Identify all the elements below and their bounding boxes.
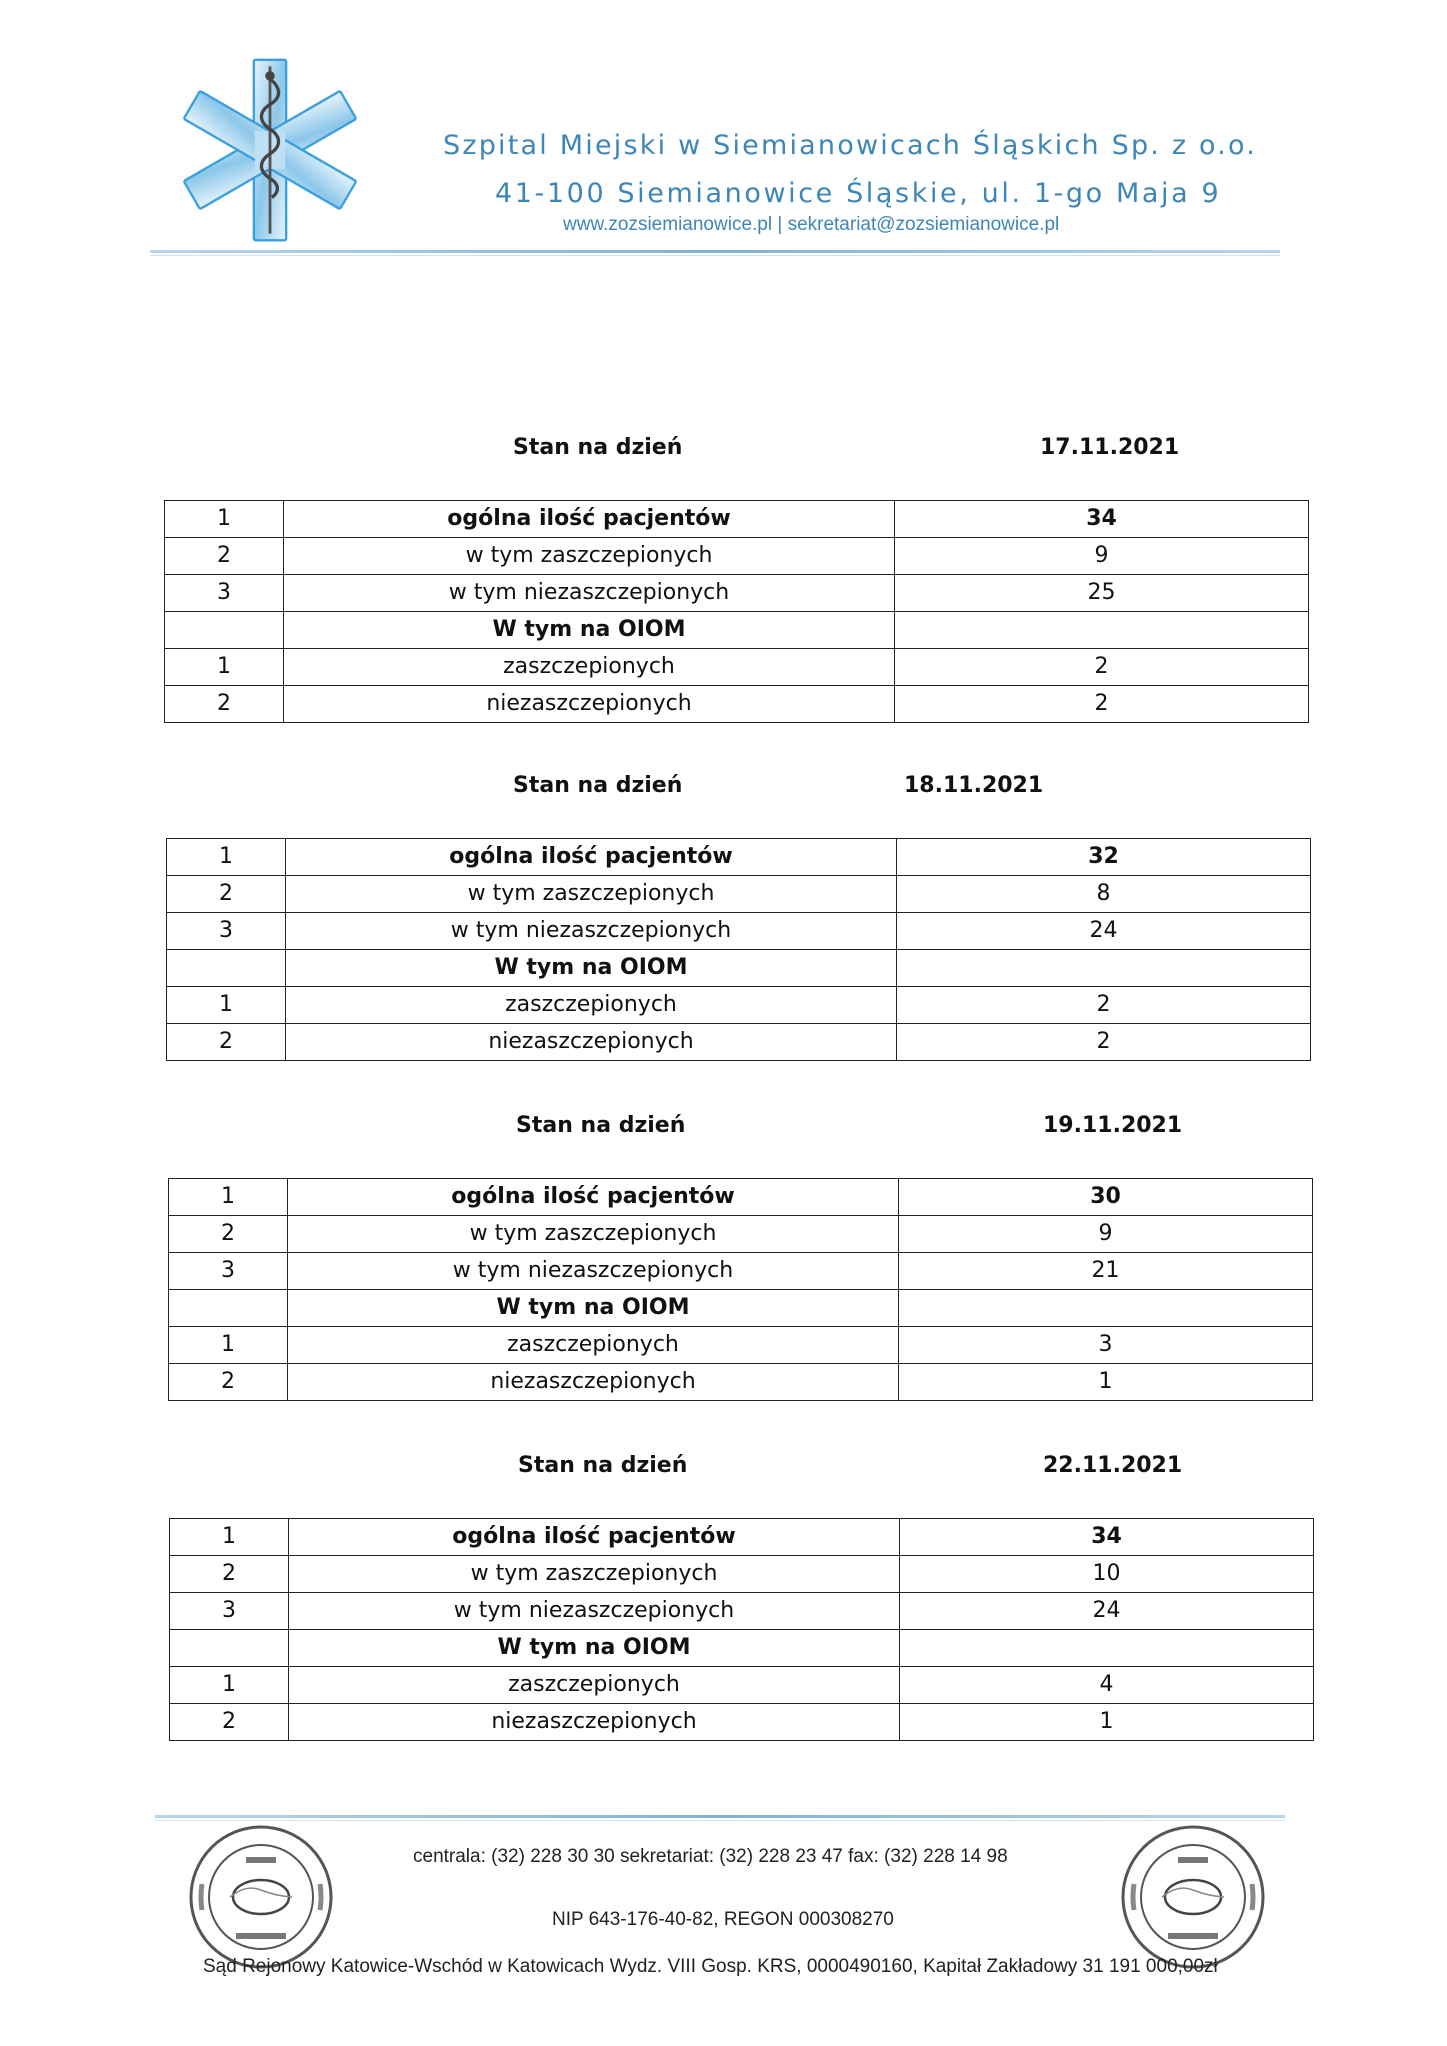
table-row xyxy=(169,1364,1313,1401)
table-row xyxy=(165,538,1309,575)
row-label: W tym na OIOM xyxy=(288,1290,899,1327)
stan-label: Stan na dzień xyxy=(513,435,683,460)
stan-label: Stan na dzień xyxy=(518,1453,688,1478)
stan-date: 18.11.2021 xyxy=(904,773,1044,798)
table-row xyxy=(165,686,1309,723)
row-value: 1 xyxy=(900,1704,1314,1741)
iso-certification-seal-icon xyxy=(188,1824,334,1970)
row-value: 24 xyxy=(897,913,1311,950)
header-divider-thin xyxy=(150,255,1280,256)
row-label: w tym niezaszczepionych xyxy=(286,913,897,950)
table-row xyxy=(167,876,1311,913)
row-number: 1 xyxy=(165,501,284,538)
stan-date: 19.11.2021 xyxy=(1043,1113,1183,1138)
table-row-subheader xyxy=(167,950,1311,987)
table-row xyxy=(169,1253,1313,1290)
hospital-name: Szpital Miejski w Siemianowicach Śląskich Sp. z o.o. xyxy=(443,130,1258,161)
row-value xyxy=(899,1290,1313,1327)
footer-phones: centrala: (32) 228 30 30 sekretariat: (32) 228 23 47 fax: (32) 228 14 98 xyxy=(413,1846,1008,1867)
row-label: niezaszczepionych xyxy=(288,1364,899,1401)
row-value xyxy=(900,1630,1314,1667)
row-value: 9 xyxy=(899,1216,1313,1253)
table-row xyxy=(170,1519,1314,1556)
row-value: 2 xyxy=(895,649,1309,686)
row-number: 3 xyxy=(165,575,284,612)
footer-divider-thin xyxy=(155,1820,1285,1821)
iso-certification-seal-icon xyxy=(1120,1824,1266,1970)
status-section-4 xyxy=(0,1453,1447,1773)
row-value: 9 xyxy=(895,538,1309,575)
row-number: 1 xyxy=(169,1179,288,1216)
stan-label: Stan na dzień xyxy=(513,773,683,798)
footer-divider xyxy=(155,1815,1285,1818)
table-row xyxy=(167,987,1311,1024)
table-row-subheader xyxy=(170,1630,1314,1667)
row-label: niezaszczepionych xyxy=(284,686,895,723)
row-value: 3 xyxy=(899,1327,1313,1364)
table-row-subheader xyxy=(169,1290,1313,1327)
table-row-subheader xyxy=(165,612,1309,649)
row-number: 3 xyxy=(167,913,286,950)
row-label: w tym zaszczepionych xyxy=(284,538,895,575)
table-row xyxy=(170,1704,1314,1741)
row-value: 1 xyxy=(899,1364,1313,1401)
row-number: 2 xyxy=(167,1024,286,1061)
table-row xyxy=(170,1667,1314,1704)
row-number: 3 xyxy=(169,1253,288,1290)
row-value: 2 xyxy=(897,987,1311,1024)
table-row xyxy=(165,649,1309,686)
table-row xyxy=(167,913,1311,950)
row-number: 1 xyxy=(167,839,286,876)
row-value: 2 xyxy=(897,1024,1311,1061)
table-row xyxy=(165,575,1309,612)
star-of-life-icon xyxy=(170,55,370,245)
row-label: w tym zaszczepionych xyxy=(286,876,897,913)
row-label: zaszczepionych xyxy=(289,1667,900,1704)
row-label: niezaszczepionych xyxy=(289,1704,900,1741)
row-number: 1 xyxy=(169,1327,288,1364)
row-value: 30 xyxy=(899,1179,1313,1216)
row-number xyxy=(167,950,286,987)
status-section-1 xyxy=(0,435,1447,755)
row-label: W tym na OIOM xyxy=(284,612,895,649)
row-label: w tym zaszczepionych xyxy=(289,1556,900,1593)
table-row xyxy=(167,839,1311,876)
row-number: 2 xyxy=(169,1364,288,1401)
table-row xyxy=(170,1593,1314,1630)
row-value: 10 xyxy=(900,1556,1314,1593)
table-row xyxy=(169,1327,1313,1364)
row-label: w tym niezaszczepionych xyxy=(284,575,895,612)
row-label: zaszczepionych xyxy=(284,649,895,686)
row-label: ogólna ilość pacjentów xyxy=(286,839,897,876)
row-label: ogólna ilość pacjentów xyxy=(289,1519,900,1556)
row-number: 1 xyxy=(170,1519,289,1556)
row-number: 3 xyxy=(170,1593,289,1630)
row-number xyxy=(165,612,284,649)
table-row xyxy=(169,1179,1313,1216)
row-value: 34 xyxy=(900,1519,1314,1556)
row-label: ogólna ilość pacjentów xyxy=(288,1179,899,1216)
patients-table xyxy=(168,1178,1313,1401)
row-label: niezaszczepionych xyxy=(286,1024,897,1061)
table-row xyxy=(167,1024,1311,1061)
row-label: W tym na OIOM xyxy=(289,1630,900,1667)
stan-label: Stan na dzień xyxy=(516,1113,686,1138)
patients-table xyxy=(166,838,1311,1061)
footer-court-registry: Sąd Rejonowy Katowice-Wschód w Katowicach Wydz. VIII Gosp. KRS, 0000490160, Kapitał Zakładowy 31 191 000,00zł xyxy=(203,1956,1218,1977)
table-row xyxy=(165,501,1309,538)
row-value: 4 xyxy=(900,1667,1314,1704)
header-divider xyxy=(150,250,1280,253)
stan-date: 17.11.2021 xyxy=(1040,435,1180,460)
patients-table xyxy=(169,1518,1314,1741)
row-label: zaszczepionych xyxy=(288,1327,899,1364)
row-label: w tym zaszczepionych xyxy=(288,1216,899,1253)
row-label: w tym niezaszczepionych xyxy=(289,1593,900,1630)
table-row xyxy=(169,1216,1313,1253)
row-value: 24 xyxy=(900,1593,1314,1630)
row-value xyxy=(895,612,1309,649)
row-number: 2 xyxy=(165,538,284,575)
row-label: ogólna ilość pacjentów xyxy=(284,501,895,538)
row-number: 2 xyxy=(167,876,286,913)
row-number xyxy=(170,1630,289,1667)
row-value: 8 xyxy=(897,876,1311,913)
status-section-3 xyxy=(0,1113,1447,1433)
row-value xyxy=(897,950,1311,987)
row-number: 1 xyxy=(170,1667,289,1704)
hospital-contact-links: www.zozsiemianowice.pl | sekretariat@zozsiemianowice.pl xyxy=(563,214,1060,235)
row-number: 1 xyxy=(167,987,286,1024)
row-number xyxy=(169,1290,288,1327)
status-section-2 xyxy=(0,773,1447,1093)
row-value: 25 xyxy=(895,575,1309,612)
patients-table xyxy=(164,500,1309,723)
table-row xyxy=(170,1556,1314,1593)
stan-date: 22.11.2021 xyxy=(1043,1453,1183,1478)
row-value: 34 xyxy=(895,501,1309,538)
row-label: w tym niezaszczepionych xyxy=(288,1253,899,1290)
row-number: 2 xyxy=(170,1556,289,1593)
row-number: 2 xyxy=(170,1704,289,1741)
row-label: W tym na OIOM xyxy=(286,950,897,987)
row-value: 32 xyxy=(897,839,1311,876)
row-number: 2 xyxy=(165,686,284,723)
hospital-address: 41-100 Siemianowice Śląskie, ul. 1-go Maja 9 xyxy=(495,178,1222,209)
row-value: 21 xyxy=(899,1253,1313,1290)
row-value: 2 xyxy=(895,686,1309,723)
row-number: 2 xyxy=(169,1216,288,1253)
row-label: zaszczepionych xyxy=(286,987,897,1024)
row-number: 1 xyxy=(165,649,284,686)
footer-nip-regon: NIP 643-176-40-82, REGON 000308270 xyxy=(552,1909,894,1930)
